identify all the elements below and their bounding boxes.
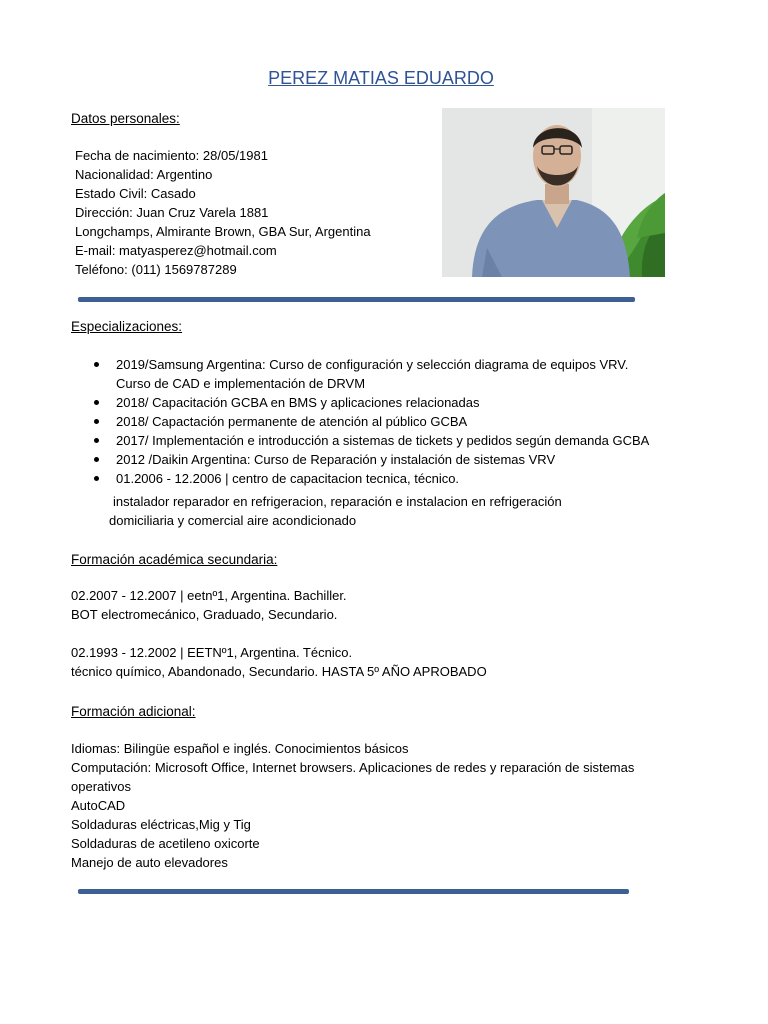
phone: Teléfono: (011) 1569787289 — [75, 262, 237, 277]
secondary-entry — [71, 586, 347, 624]
entry-line: BOT electromecánico, Graduado, Secundario. — [71, 607, 338, 622]
specialization-extra-line: instalador reparador en refrigeracion, reparación e instalacion en refrigeración — [113, 494, 562, 509]
list-item-line: Curso de CAD e implementación de DRVM — [116, 376, 366, 391]
section-divider-bottom — [78, 889, 629, 894]
civil-status: Estado Civil: Casado — [75, 186, 196, 201]
list-item — [116, 450, 649, 469]
section-divider-top — [78, 297, 635, 302]
welding: Soldaduras eléctricas,Mig y Tig — [71, 817, 251, 832]
list-item — [116, 469, 649, 488]
personal-data-heading: Datos personales: — [71, 111, 180, 126]
entry-line: 02.2007 - 12.2007 | eetnº1, Argentina. Bachiller. — [71, 588, 347, 603]
profile-photo-illustration — [442, 108, 665, 277]
personal-data-block — [75, 146, 371, 279]
computing-continued: operativos — [71, 779, 131, 794]
birth-date: Fecha de nacimiento: 28/05/1981 — [75, 148, 268, 163]
forklift: Manejo de auto elevadores — [71, 855, 228, 870]
bullet-icon — [94, 362, 99, 367]
address-locality: Longchamps, Almirante Brown, GBA Sur, Argentina — [75, 224, 371, 239]
address: Dirección: Juan Cruz Varela 1881 — [75, 205, 269, 220]
profile-photo — [442, 108, 665, 277]
resume-name-title: PEREZ MATIAS EDUARDO — [268, 68, 494, 88]
bullet-icon — [94, 457, 99, 462]
list-item — [116, 412, 649, 431]
list-item-line: 2017/ Implementación e introducción a sistemas de tickets y pedidos según demanda GCBA — [116, 433, 650, 448]
entry-line: técnico químico, Abandonado, Secundario. HASTA 5º AÑO APROBADO — [71, 664, 487, 679]
secondary-entry — [71, 643, 487, 681]
bullet-icon — [94, 419, 99, 424]
specializations-list — [116, 355, 649, 488]
bullet-icon — [94, 476, 99, 481]
list-item-line: 2019/Samsung Argentina: Curso de configuración y selección diagrama de equipos VRV. — [116, 357, 629, 372]
computing: Computación: Microsoft Office, Internet browsers. Aplicaciones de redes y reparación de sistemas — [71, 760, 635, 775]
list-item-line: 2018/ Capactación permanente de atención al público GCBA — [116, 414, 468, 429]
autocad: AutoCAD — [71, 798, 126, 813]
nationality: Nacionalidad: Argentino — [75, 167, 213, 182]
languages: Idiomas: Bilingüe español e inglés. Conocimientos básicos — [71, 741, 409, 756]
list-item-line: 2012 /Daikin Argentina: Curso de Reparación y instalación de sistemas VRV — [116, 452, 556, 467]
bullet-icon — [94, 438, 99, 443]
list-item-line: 2018/ Capacitación GCBA en BMS y aplicaciones relacionadas — [116, 395, 480, 410]
additional-training-block — [71, 739, 634, 872]
bullet-icon — [94, 400, 99, 405]
list-item-line: 01.2006 - 12.2006 | centro de capacitacion tecnica, técnico. — [116, 471, 460, 486]
list-item — [116, 355, 649, 393]
entry-line: 02.1993 - 12.2002 | EETNº1, Argentina. Técnico. — [71, 645, 353, 660]
additional-training-heading: Formación adicional: — [71, 704, 196, 719]
list-item — [116, 393, 649, 412]
specializations-heading: Especializaciones: — [71, 319, 183, 334]
list-item — [116, 431, 649, 450]
email: E-mail: matyasperez@hotmail.com — [75, 243, 277, 258]
specialization-extra-line: domiciliaria y comercial aire acondicionado — [109, 513, 357, 528]
secondary-education-heading: Formación académica secundaria: — [71, 552, 278, 567]
oxy-welding: Soldaduras de acetileno oxicorte — [71, 836, 260, 851]
